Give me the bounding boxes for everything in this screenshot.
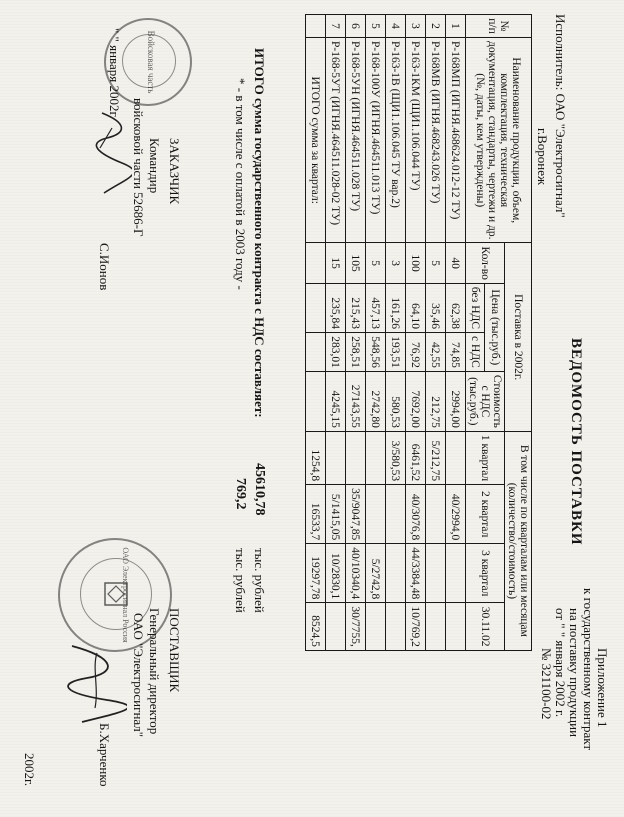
cell-price-novat: 35,46 — [426, 283, 446, 332]
header-name — [466, 38, 532, 243]
cell-price-novat: 235,84 — [326, 283, 346, 332]
supply-table — [305, 14, 532, 651]
appendix-date: от " " января 2002 г. — [553, 608, 568, 718]
cell-cost: 580,53 — [386, 371, 406, 431]
cell-empty — [306, 283, 326, 332]
cell-qty: 100 — [406, 243, 426, 283]
cell-name: Р-163-1В (ЩИ1.106.045 ТУ вар.2) — [386, 38, 406, 243]
supplier-role2: ОАО "Электросигнал" — [131, 613, 146, 738]
summary-line1 — [252, 48, 267, 418]
cell-price-vat: 548,56 — [366, 333, 386, 372]
totals-row — [306, 15, 326, 651]
cell-q2 — [366, 485, 386, 544]
cell-q3 — [426, 544, 446, 603]
table-row — [346, 15, 366, 651]
cell-no: 3 — [406, 15, 426, 38]
header-cost-text: Стоимость с НДС (тыс.руб.) — [467, 374, 503, 428]
customer-role2: войсковой части 52686-Г — [131, 98, 146, 237]
cell-no: 1 — [446, 15, 466, 38]
document-title: ВЕДОМОСТЬ ПОСТАВКИ — [568, 338, 584, 546]
table-row — [366, 15, 386, 651]
cell-q4 — [426, 603, 446, 651]
cell-name: Р-168МП (ИГНЯ.468624.012-12 ТУ) — [446, 38, 466, 243]
header-no-text: № п/п — [486, 18, 511, 34]
total-q4: 8524,5 — [306, 603, 326, 651]
customer-stamp-icon — [104, 18, 192, 106]
summary-line1-label: ИТОГО сумма государственного контракта с НДС составляет: — [252, 48, 267, 418]
cell-q1 — [346, 431, 366, 484]
summary-line2-unit: тыс. рублей — [233, 548, 248, 613]
table-row — [326, 15, 346, 651]
cell-cost: 27143,55 — [346, 371, 366, 431]
customer-name: С.Ионов — [97, 243, 112, 291]
header-supply: Поставка в 2002г. — [505, 243, 532, 431]
table-row — [386, 15, 406, 651]
cell-qty: 15 — [326, 243, 346, 283]
cell-price-novat: 457,13 — [366, 283, 386, 332]
cell-qty: 5 — [366, 243, 386, 283]
header-qty: Кол-во — [466, 243, 505, 283]
cell-price-novat: 62,38 — [446, 283, 466, 332]
total-q2: 16533,7 — [306, 485, 326, 544]
cell-q4: 30/7755, — [346, 603, 366, 651]
supplier-title: ПОСТАВЩИК — [167, 608, 182, 693]
cell-name: Р-168МВ (ИГНЯ.468243.026 ТУ) — [426, 38, 446, 243]
header-price: Цена (тыс.руб.) — [485, 283, 505, 371]
cell-q1 — [326, 431, 346, 484]
cell-price-vat: 258,51 — [346, 333, 366, 372]
supplier-date: 2002г. — [22, 753, 37, 787]
cell-q2: 35/9047,85 — [346, 485, 366, 544]
cell-name: Р-168-5УТ (ИГНЯ.464511.028-02 ТУ) — [326, 38, 346, 243]
summary-line2-label: * - в том числе с оплатой в 2003 году - — [233, 78, 248, 290]
cell-price-novat: 215,43 — [346, 283, 366, 332]
cell-q4 — [326, 603, 346, 651]
executor: Исполнитель: ОАО "Электросигнал" — [553, 14, 568, 218]
cell-cost: 212,75 — [426, 371, 446, 431]
cell-no: 2 — [426, 15, 446, 38]
cell-q1: 3/580,53 — [386, 431, 406, 484]
cell-q3: 44/3384,48 — [406, 544, 426, 603]
header-name-text: Наименование продукции, объем, комплектация, техническая документация, стандарты, чертежи и др. (№, даты, кем утверждены) — [474, 41, 523, 240]
table-row — [446, 15, 466, 651]
cell-price-vat: 283,01 — [326, 333, 346, 372]
customer-stamp-text: Войсковая часть — [146, 30, 156, 94]
cell-q4 — [366, 603, 386, 651]
header-price-novat: без НДС — [466, 283, 486, 332]
cell-cost: 7692,00 — [406, 371, 426, 431]
cell-price-vat: 42,55 — [426, 333, 446, 372]
customer-date: " " января 2002г. — [107, 28, 122, 119]
cell-price-novat: 64,10 — [406, 283, 426, 332]
cell-no: 6 — [346, 15, 366, 38]
summary-line1-value: 45610,78 — [252, 463, 267, 516]
header-price-vat: с НДС — [466, 333, 486, 372]
total-q3: 19297,78 — [306, 544, 326, 603]
header-quarters — [505, 431, 532, 650]
cell-cost: 2742,80 — [366, 371, 386, 431]
cell-q4 — [446, 603, 466, 651]
header-q2: 2 квартал — [466, 485, 505, 544]
cell-empty — [306, 243, 326, 283]
appendix-line1: Приложение 1 — [595, 648, 610, 728]
header-quarters-text: В том числе по кварталам или месяцам (количество/стоимость) — [506, 444, 530, 637]
cell-cost: 4245,15 — [326, 371, 346, 431]
header-cost — [466, 371, 505, 431]
cell-q4: 10/769,2 — [406, 603, 426, 651]
cell-qty: 105 — [346, 243, 366, 283]
table-row — [406, 15, 426, 651]
cell-name: Р-163-1КМ (ЩИ1.106.044 ТУ) — [406, 38, 426, 243]
summary-line1-unit: тыс. рублей — [252, 548, 267, 613]
cell-q3 — [386, 544, 406, 603]
header-no — [466, 15, 532, 38]
cell-q1: 6461,52 — [406, 431, 426, 484]
cell-no: 7 — [326, 15, 346, 38]
cell-qty: 3 — [386, 243, 406, 283]
cell-q3: 5/2742,8 — [366, 544, 386, 603]
header-q3: 3 квартал — [466, 544, 505, 603]
cell-q3 — [446, 544, 466, 603]
cell-q2: 40/3076,8 — [406, 485, 426, 544]
contract-number: № 321100-02 — [539, 648, 554, 720]
summary-line2-value: 769,2 — [233, 478, 248, 510]
supplier-name: Б.Харченко — [97, 723, 112, 787]
customer-role1: Командир — [147, 138, 162, 194]
total-q1: 1254,8 — [306, 431, 326, 484]
document-sheet — [12, 8, 612, 808]
cell-q2: 40/2994,0 — [446, 485, 466, 544]
cell-empty — [306, 333, 326, 372]
cell-q3: 10/2830,1 — [326, 544, 346, 603]
appendix-line3: на поставку продукции — [567, 608, 582, 738]
supplier-stamp-icon — [58, 538, 172, 652]
total-label: ИТОГО сумма за квартал: — [306, 38, 326, 243]
cell-q4 — [386, 603, 406, 651]
cell-q2: 5/1415,05 — [326, 485, 346, 544]
table-row — [426, 15, 446, 651]
cell-cost: 2994,00 — [446, 371, 466, 431]
cell-price-vat: 76,92 — [406, 333, 426, 372]
cell-q3: 40/10340,4 — [346, 544, 366, 603]
cell-price-novat: 161,26 — [386, 283, 406, 332]
appendix-line2: к государственному контракт — [581, 588, 596, 751]
city: г.Воронеж — [535, 128, 550, 185]
cell-name: Р-168-100У (ИГНЯ.464511.013 ТУ) — [366, 38, 386, 243]
cell-qty: 5 — [426, 243, 446, 283]
header-q4: 30.11.02 — [466, 603, 505, 651]
emblem-icon — [102, 580, 130, 608]
cell-empty — [306, 371, 326, 431]
supplier-role1: Генеральный директор — [147, 608, 162, 735]
cell-q1: 5/212,75 — [426, 431, 446, 484]
cell-qty: 40 — [446, 243, 466, 283]
cell-no: 4 — [386, 15, 406, 38]
cell-empty — [306, 15, 326, 38]
cell-q1 — [366, 431, 386, 484]
cell-price-vat: 193,51 — [386, 333, 406, 372]
customer-title: ЗАКАЗЧИК — [167, 138, 182, 205]
cell-q2 — [426, 485, 446, 544]
cell-q2 — [386, 485, 406, 544]
customer-signature-icon — [92, 108, 132, 198]
cell-no: 5 — [366, 15, 386, 38]
supplier-stamp-text: ОАО Электросигнал Россия — [121, 547, 130, 643]
cell-price-vat: 74,85 — [446, 333, 466, 372]
cell-name: Р-168-5УН (ИГНЯ.464511.028 ТУ) — [346, 38, 366, 243]
cell-q1 — [446, 431, 466, 484]
header-q1: 1 квартал — [466, 431, 505, 484]
